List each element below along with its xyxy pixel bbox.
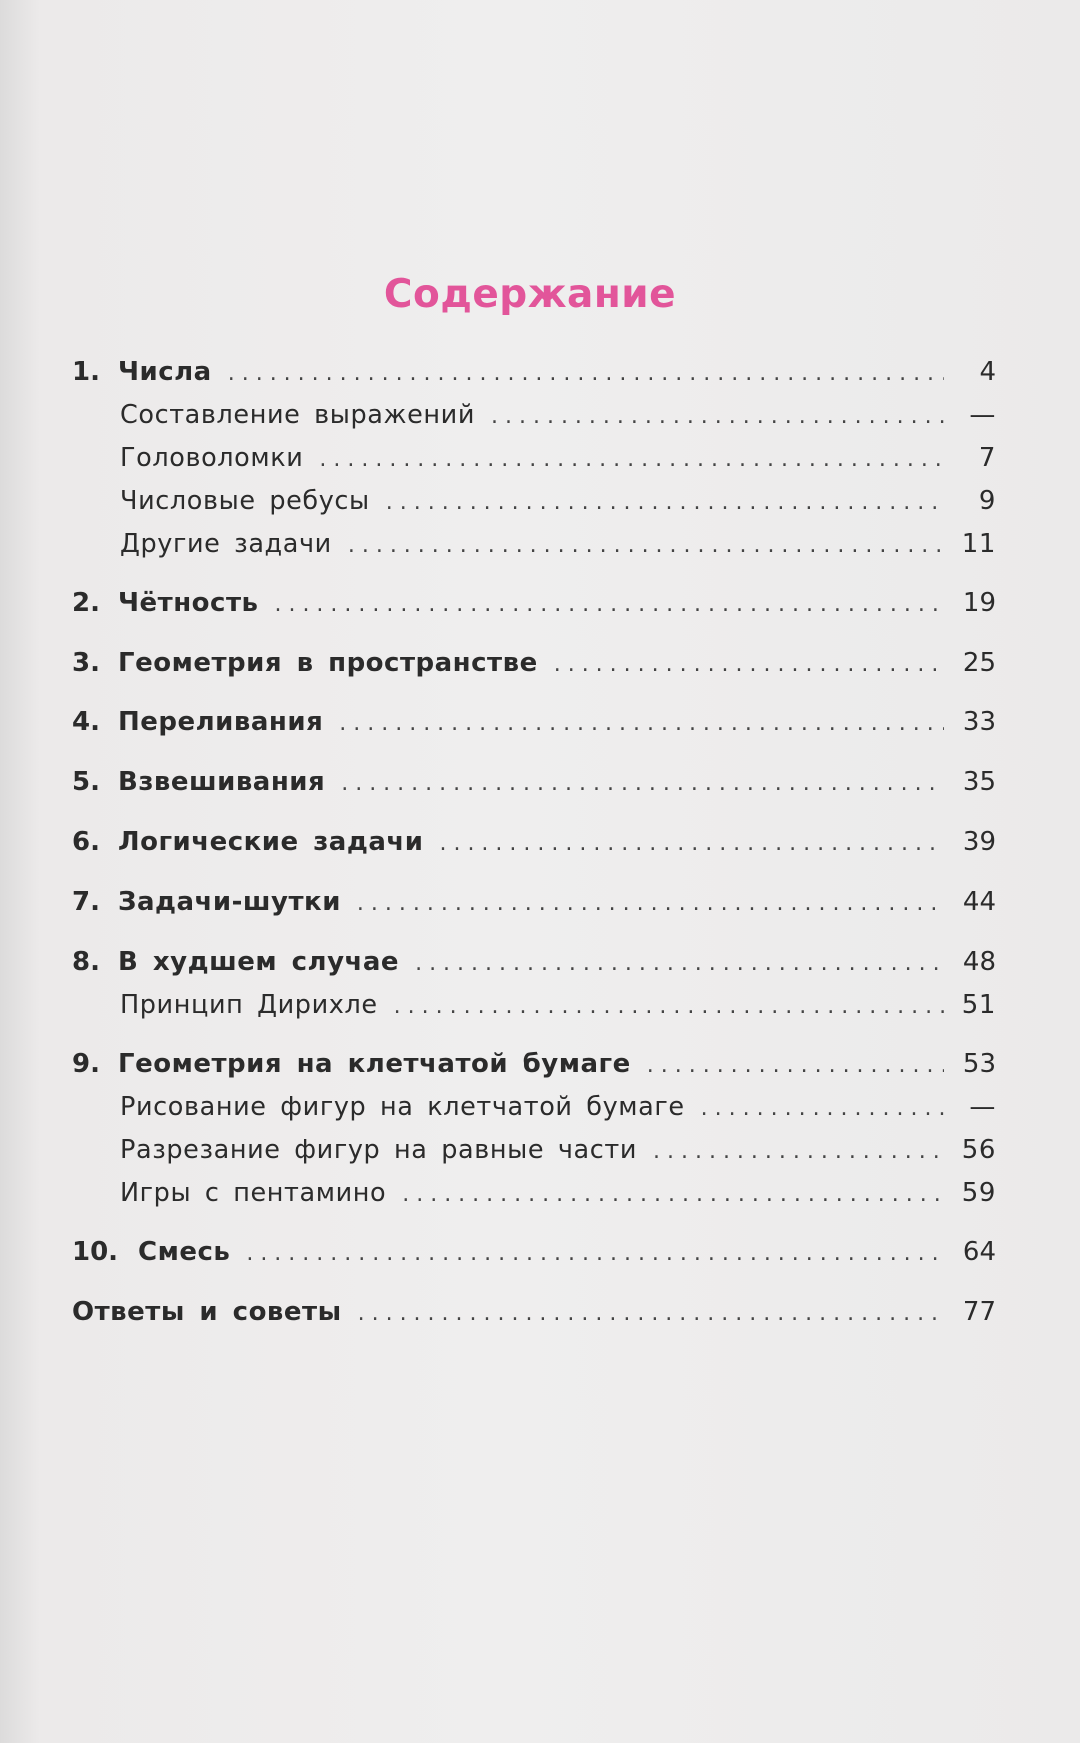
toc-page-number: 19 (962, 588, 996, 618)
dot-leader (701, 1089, 944, 1129)
toc-subsection-row (120, 1130, 996, 1170)
toc-chapter-number: 1. (72, 357, 100, 387)
toc-entry-label: Другие задачи (120, 529, 332, 559)
toc-chapter-number: 8. (72, 947, 100, 977)
dot-leader (402, 1175, 943, 1215)
toc-entry-label: Ответы и советы (72, 1297, 342, 1327)
toc-page-number: 7 (978, 443, 996, 473)
toc-chapter-row (72, 1232, 996, 1272)
dot-leader (415, 944, 944, 984)
toc-subsection-row (120, 1173, 996, 1213)
toc-entry-label: Геометрия на клетчатой бумаге (118, 1049, 631, 1079)
dot-leader (246, 1234, 944, 1274)
toc-entry-label: Задачи-шутки (118, 887, 341, 917)
toc-page-number: 56 (961, 1135, 996, 1165)
toc-page-number: 53 (962, 1049, 996, 1079)
dot-leader (647, 1046, 944, 1086)
toc-page-number: — (969, 400, 996, 430)
dot-leader (491, 397, 944, 437)
dot-leader (386, 483, 944, 523)
toc-entry-label: Принцип Дирихле (120, 990, 378, 1020)
toc-chapter-row (72, 942, 996, 982)
toc-page-number: 25 (962, 648, 996, 678)
toc-entry-label: Числа (118, 357, 212, 387)
dot-leader (394, 987, 944, 1027)
toc-page-number: 48 (962, 947, 996, 977)
toc-page-number: 35 (962, 767, 996, 797)
toc-page-number: 11 (961, 529, 996, 559)
toc-page-number: 51 (961, 990, 996, 1020)
toc-entry-label: Геометрия в пространстве (118, 648, 538, 678)
toc-page-number: 64 (962, 1237, 996, 1267)
toc-page-number: — (969, 1092, 996, 1122)
dot-leader (357, 884, 944, 924)
toc-chapter-row (72, 1044, 996, 1084)
toc-subsection-row (120, 481, 996, 521)
toc-entry-label: Разрезание фигур на равные части (120, 1135, 638, 1165)
toc-subsection-row (120, 438, 996, 478)
toc-entry-label: Взвешивания (118, 767, 326, 797)
toc-chapter-row (72, 1292, 996, 1332)
toc-entry-label: Игры с пентамино (120, 1178, 387, 1208)
table-of-contents (72, 0, 996, 1743)
dot-leader (339, 704, 944, 744)
toc-chapter-number: 6. (72, 827, 100, 857)
toc-chapter-row (72, 643, 996, 683)
toc-page-number: 77 (962, 1297, 996, 1327)
toc-page-number: 4 (979, 357, 996, 387)
toc-chapter-row (72, 762, 996, 802)
toc-entry-label: Смесь (138, 1237, 231, 1267)
toc-entry-label: Чётность (118, 588, 259, 618)
toc-chapter-row (72, 822, 996, 862)
toc-chapter-number: 9. (72, 1049, 100, 1079)
toc-chapter-number: 10. (72, 1237, 119, 1267)
toc-chapter-row (72, 702, 996, 742)
dot-leader (228, 354, 944, 394)
toc-page-number: 44 (962, 887, 996, 917)
dot-leader (348, 526, 944, 566)
toc-subsection-row (120, 395, 996, 435)
toc-page-number: 59 (961, 1178, 996, 1208)
toc-page-number: 39 (962, 827, 996, 857)
dot-leader (439, 824, 944, 864)
toc-chapter-number: 4. (72, 707, 100, 737)
toc-entry-label: Числовые ребусы (120, 486, 370, 516)
toc-chapter-number: 2. (72, 588, 100, 618)
toc-entry-label: Составление выражений (120, 400, 476, 430)
dot-leader (358, 1294, 944, 1334)
dot-leader (319, 440, 944, 480)
toc-entry-label: Логические задачи (118, 827, 424, 857)
toc-chapter-row (72, 583, 996, 623)
dot-leader (554, 645, 944, 685)
toc-entry-label: Рисование фигур на клетчатой бумаге (120, 1092, 685, 1122)
toc-subsection-row (120, 524, 996, 564)
dot-leader (274, 585, 944, 625)
toc-chapter-number: 7. (72, 887, 100, 917)
toc-entry-label: В худшем случае (118, 947, 400, 977)
toc-entry-label: Переливания (118, 707, 324, 737)
toc-page-number: 33 (962, 707, 996, 737)
toc-subsection-row (120, 985, 996, 1025)
toc-subsection-row (120, 1087, 996, 1127)
dot-leader (341, 764, 944, 804)
toc-page-number: 9 (978, 486, 996, 516)
page-title: Содержание (383, 272, 677, 317)
toc-chapter-number: 3. (72, 648, 100, 678)
toc-entry-label: Головоломки (120, 443, 304, 473)
toc-chapter-row (72, 352, 996, 392)
toc-chapter-row (72, 882, 996, 922)
toc-chapter-number: 5. (72, 767, 100, 797)
dot-leader (653, 1132, 944, 1172)
